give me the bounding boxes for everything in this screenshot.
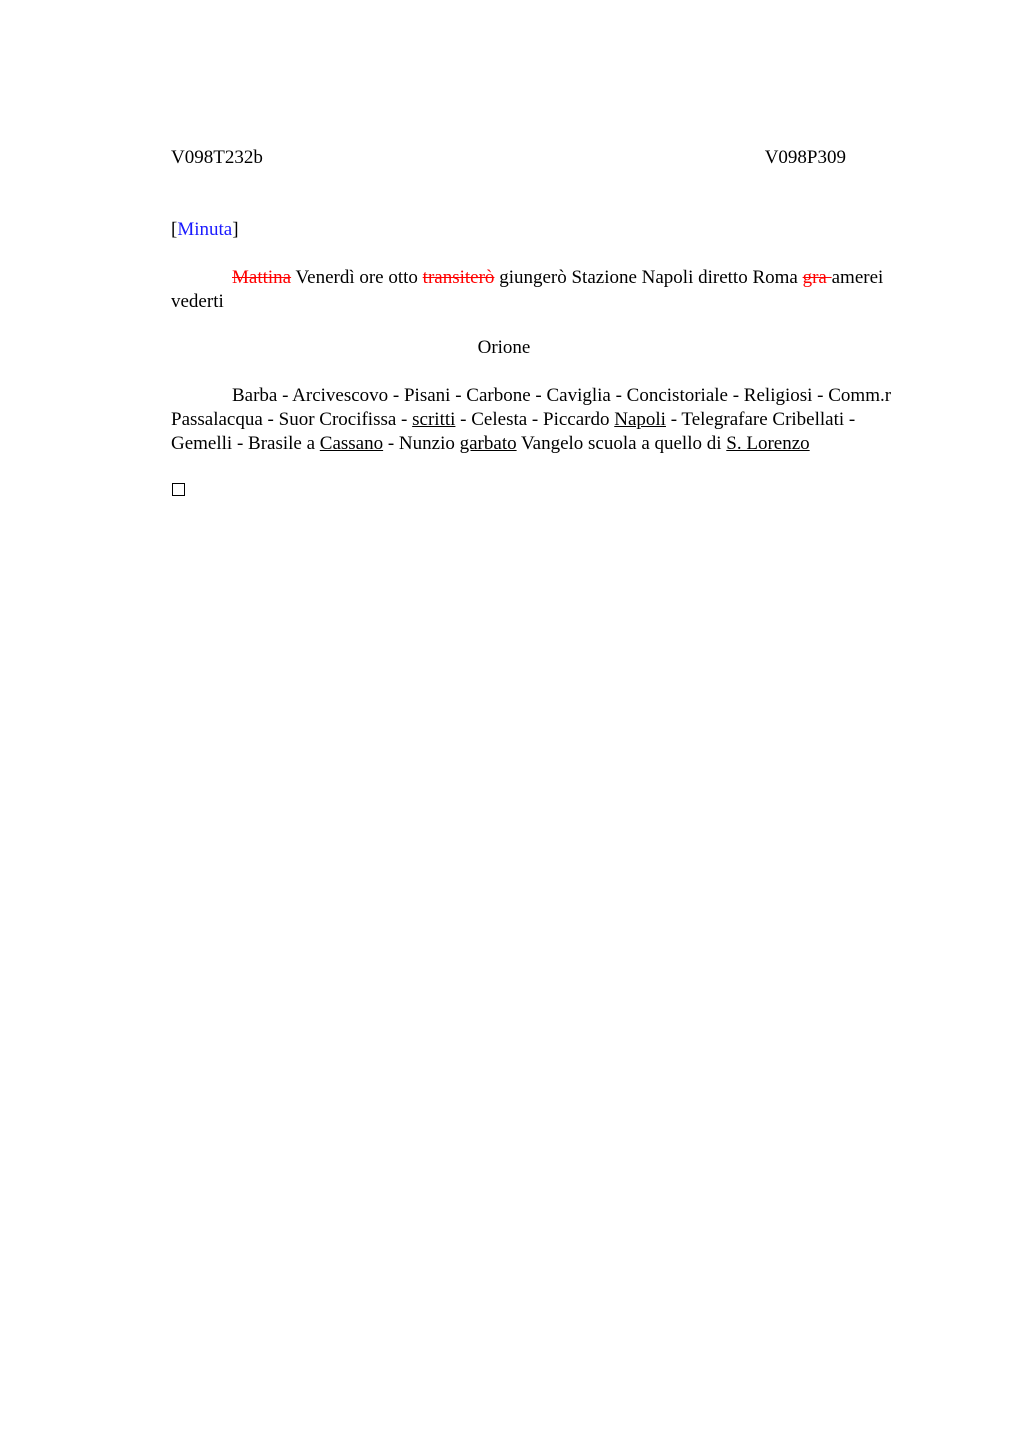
document-header [171, 146, 846, 170]
tag-open-bracket: [ [171, 219, 178, 240]
signature: Orione [477, 337, 531, 358]
notes-text: Vangelo scuola a quello di [516, 433, 727, 454]
underlined-word: garbato [459, 433, 517, 454]
notes-text: Barba - Arcivescovo - Pisani - Carbone - Caviglia - Concistoriale - Religiosi - Comm.r Passalacqua - Suor Crocifissa - [171, 385, 892, 430]
telegram-text: Venerdì ore otto [291, 267, 423, 288]
notes-text: - Celesta - Piccardo [455, 409, 615, 430]
deleted-word: gra [802, 267, 832, 288]
notes-text: - Nunzio [383, 433, 460, 454]
underlined-word: Napoli [614, 409, 666, 430]
deleted-word: Mattina [232, 267, 292, 288]
document-code-right: V098P309 [764, 147, 846, 168]
end-box-mark [172, 483, 185, 496]
telegram-text: amerei vederti [171, 267, 884, 312]
telegram-paragraph [171, 266, 897, 314]
tag-label: Minuta [177, 219, 233, 240]
deleted-word: transiterò [422, 267, 495, 288]
telegram-text: giungerò Stazione Napoli diretto Roma [494, 267, 803, 288]
underlined-word: Cassano [319, 433, 384, 454]
underlined-word: scritti [412, 409, 456, 430]
notes-paragraph [171, 384, 897, 456]
tag-close-bracket: ] [232, 219, 239, 240]
document-code-left: V098T232b [171, 147, 263, 168]
document-tag [171, 218, 897, 242]
underlined-word: S. Lorenzo [726, 433, 810, 454]
notes-text: - Telegrafare Cribellati - Gemelli - Brasile a [171, 409, 856, 454]
